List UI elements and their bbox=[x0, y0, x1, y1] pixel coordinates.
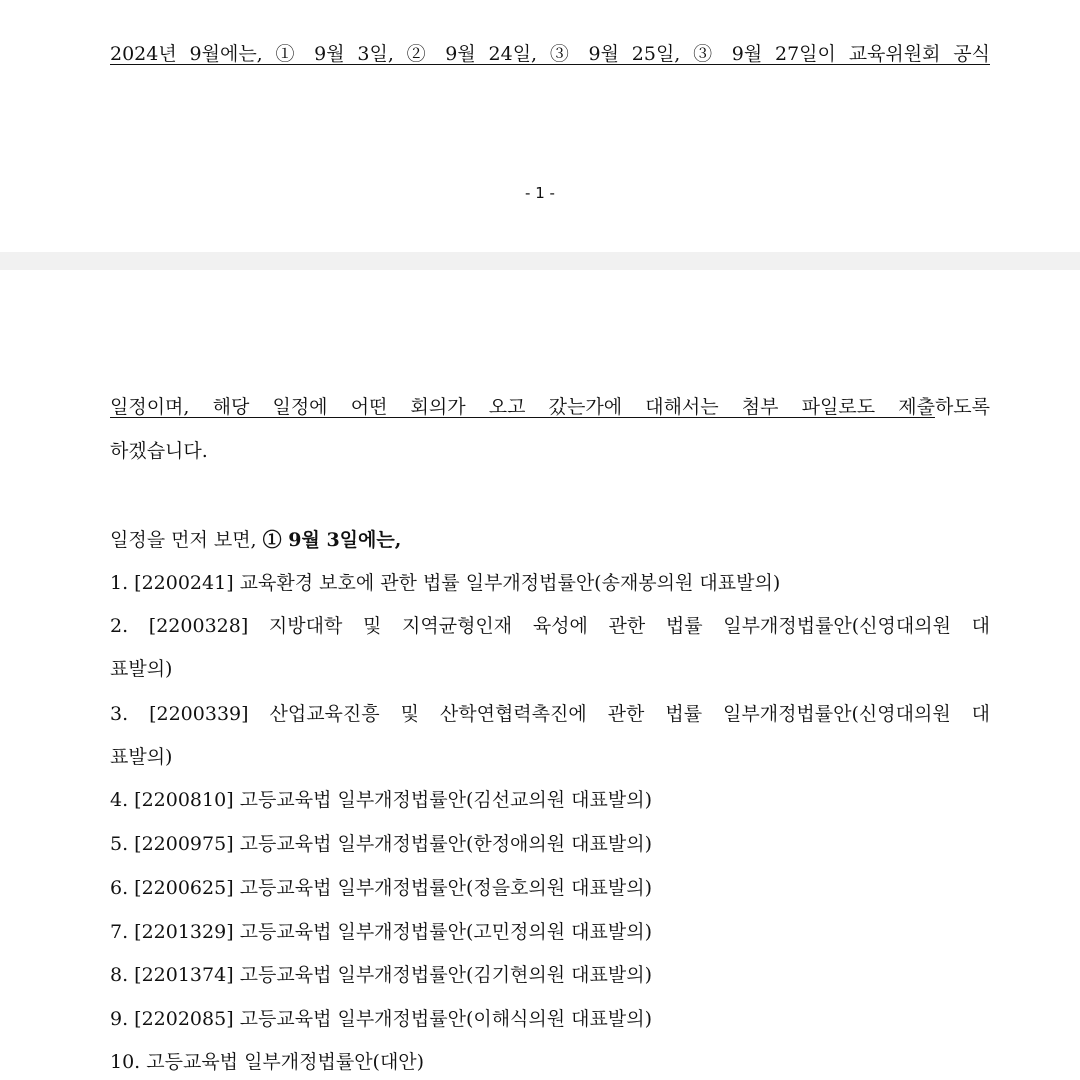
document-page-2 bbox=[0, 270, 1080, 1080]
continuation-underlined-text: 일정이며, 해당 일정에 어떤 회의가 오고 갔는가에 대해서는 첨부 파일로도 제출 bbox=[110, 396, 935, 418]
schedule-intro bbox=[110, 527, 990, 553]
bill-item-8: 8. [2201374] 고등교육법 일부개정법률안(김기현의원 대표발의) bbox=[110, 964, 652, 986]
bill-item-3-continued: 표발의) bbox=[110, 746, 173, 768]
page1-last-line: 2024년 9월에는, ① 9월 3일, ② 9월 24일, ③ 9월 25일, ③ 9월 27일이 교육위원회 공식 bbox=[110, 43, 990, 65]
page-number: - 1 - bbox=[525, 184, 555, 202]
intro-date-heading: ① 9월 3일에는, bbox=[262, 529, 402, 551]
continuation-line-2: 하겠습니다. bbox=[110, 440, 208, 462]
intro-prefix: 일정을 먼저 보면, bbox=[110, 529, 263, 551]
bill-item-9: 9. [2202085] 고등교육법 일부개정법률안(이해식의원 대표발의) bbox=[110, 1008, 652, 1030]
bill-item-6: 6. [2200625] 고등교육법 일부개정법률안(정을호의원 대표발의) bbox=[110, 877, 652, 899]
bill-item-1: 1. [2200241] 교육환경 보호에 관한 법률 일부개정법률안(송재봉의원 대표발의) bbox=[110, 572, 781, 594]
bill-item-2: 2. [2200328] 지방대학 및 지역균형인재 육성에 관한 법률 일부개정법률안(신영대의원 대 bbox=[110, 615, 990, 637]
bill-item-10: 10. 고등교육법 일부개정법률안(대안) bbox=[110, 1051, 425, 1073]
bill-item-3: 3. [2200339] 산업교육진흥 및 산학연협력촉진에 관한 법률 일부개정법률안(신영대의원 대 bbox=[110, 703, 990, 725]
continuation-line-1 bbox=[110, 394, 990, 420]
document-page-1 bbox=[0, 0, 1080, 252]
bill-item-2-continued: 표발의) bbox=[110, 658, 173, 680]
bill-item-4: 4. [2200810] 고등교육법 일부개정법률안(김선교의원 대표발의) bbox=[110, 789, 652, 811]
page-separator bbox=[0, 252, 1080, 270]
bill-item-7: 7. [2201329] 고등교육법 일부개정법률안(고민정의원 대표발의) bbox=[110, 921, 652, 943]
continuation-rest-text: 하도록 bbox=[934, 396, 990, 418]
bill-item-5: 5. [2200975] 고등교육법 일부개정법률안(한정애의원 대표발의) bbox=[110, 833, 652, 855]
